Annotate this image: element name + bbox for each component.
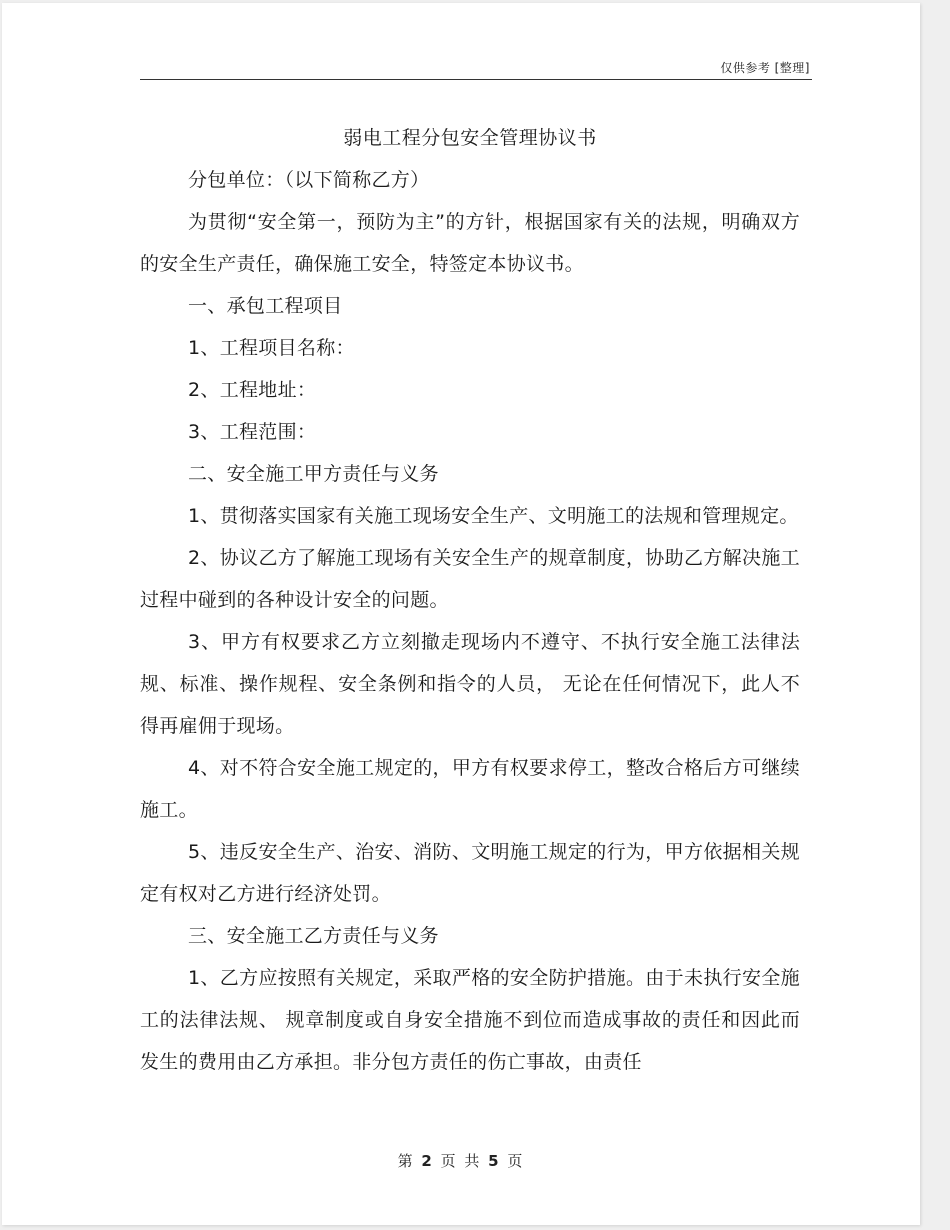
document-page [2, 3, 920, 1225]
header-rule [140, 79, 812, 80]
paragraph: 1、工程项目名称： [188, 337, 355, 359]
current-page-number: 2 [421, 1152, 434, 1170]
paragraph: 1、乙方应按照有关规定，采取严格的安全防护措施。由于未执行安全施工的法律法规、 规章制度或自身安全措施不到位而造成事故的责任和因此而发生的费用由乙方承担。非分包方责任的伤亡事故，由责任 [140, 967, 800, 1073]
footer-middle: 页 共 [440, 1152, 482, 1170]
page-footer [2, 1150, 920, 1171]
footer-prefix: 第 [397, 1152, 415, 1170]
footer-suffix: 页 [507, 1152, 525, 1170]
paragraph: 1、贯彻落实国家有关施工现场安全生产、文明施工的法规和管理规定。 [188, 505, 799, 527]
paragraph: 4、对不符合安全施工规定的，甲方有权要求停工，整改合格后方可继续施工。 [140, 757, 800, 821]
section-heading: 一、承包工程项目 [188, 295, 343, 317]
header-note: 仅供参考 [整理] [720, 61, 810, 75]
total-pages-number: 5 [488, 1152, 501, 1170]
paragraph: 5、违反安全生产、治安、消防、文明施工规定的行为，甲方依据相关规定有权对乙方进行经济处罚。 [140, 841, 800, 905]
document-body [140, 117, 800, 1083]
paragraph: 分包单位：（以下简称乙方） [188, 169, 430, 191]
section-heading: 三、安全施工乙方责任与义务 [188, 925, 439, 947]
document-title: 弱电工程分包安全管理协议书 [343, 127, 597, 149]
paragraph: 2、工程地址： [188, 379, 317, 401]
paragraph: 3、工程范围： [188, 421, 317, 443]
paragraph: 2、协议乙方了解施工现场有关安全生产的规章制度，协助乙方解决施工过程中碰到的各种设计安全的问题。 [140, 547, 800, 611]
paragraph: 为贯彻“安全第一，预防为主”的方针，根据国家有关的法规，明确双方的安全生产责任，确保施工安全，特签定本协议书。 [140, 211, 800, 275]
section-heading: 二、安全施工甲方责任与义务 [188, 463, 439, 485]
paragraph: 3、甲方有权要求乙方立刻撤走现场内不遵守、不执行安全施工法律法规、标准、操作规程、安全条例和指令的人员， 无论在任何情况下，此人不得再雇佣于现场。 [140, 631, 800, 737]
